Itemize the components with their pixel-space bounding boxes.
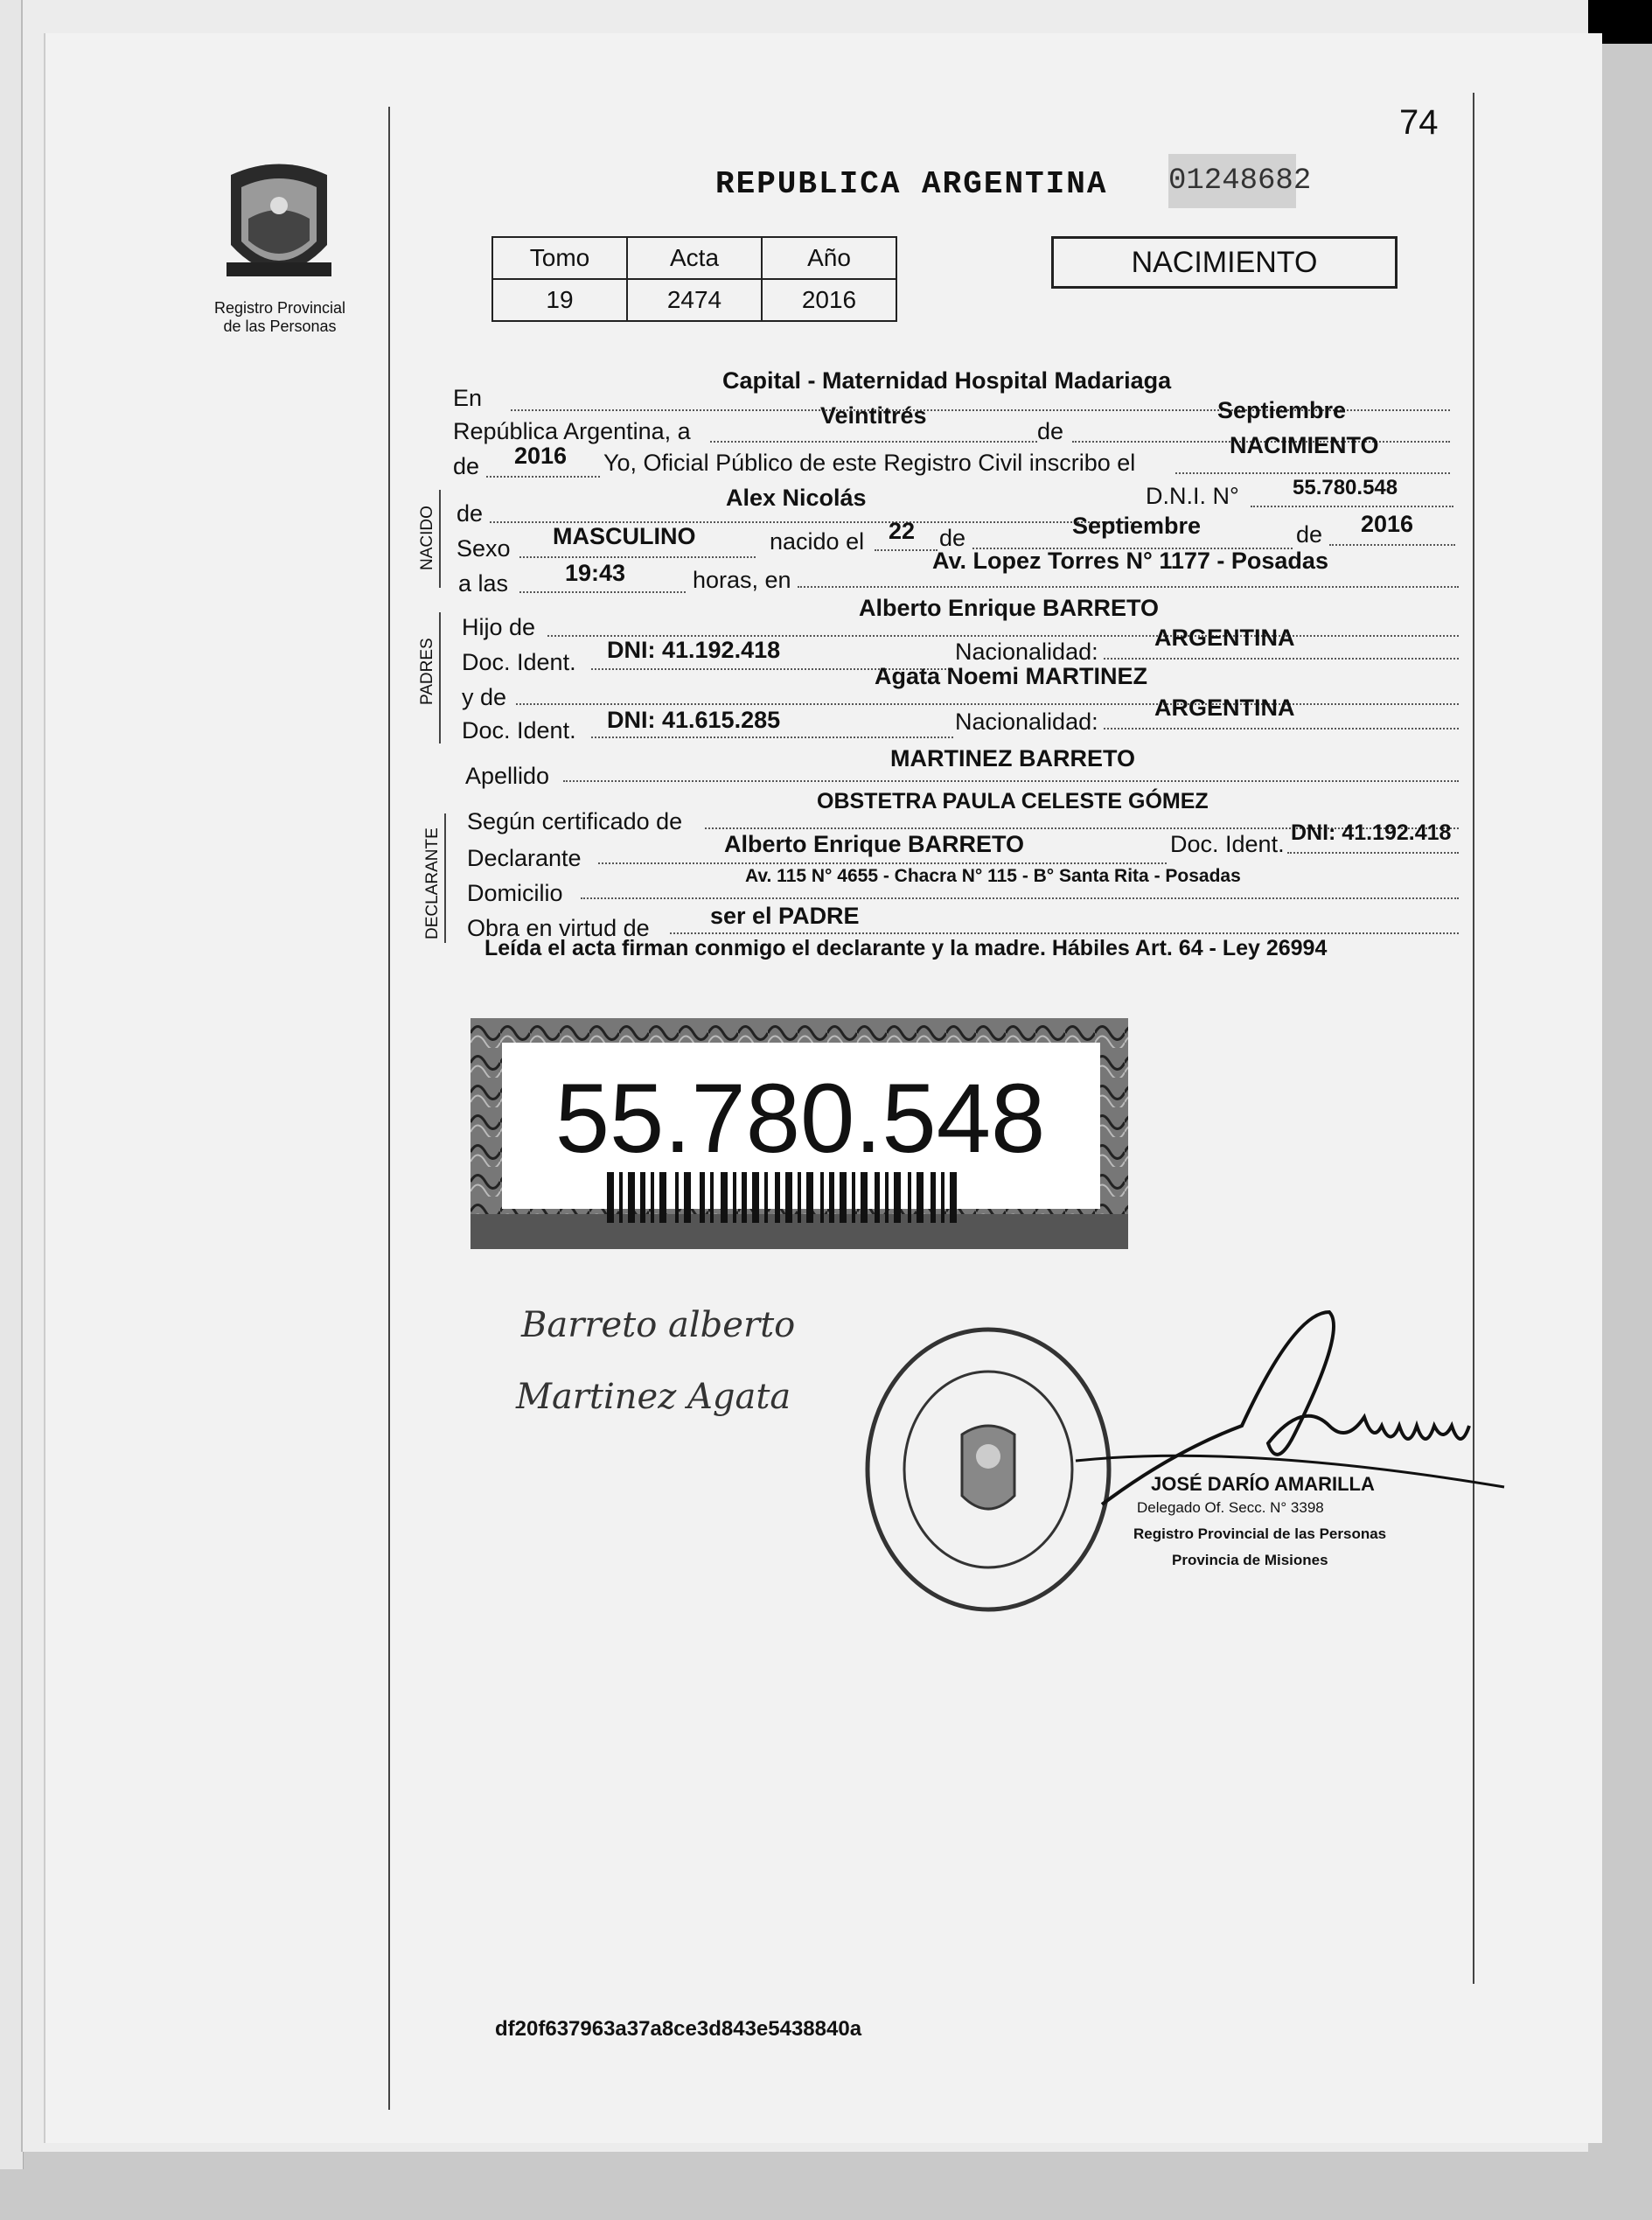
table-header-anio: Año (762, 237, 896, 279)
label-domicilio: Domicilio (467, 880, 563, 906)
label-apellido: Apellido (465, 763, 550, 789)
mother-signature-text: Martinez Agata (516, 1377, 791, 1417)
registry-label (192, 299, 367, 336)
value-dia-nac: 22 (889, 518, 916, 544)
table-header-acta: Acta (627, 237, 762, 279)
record-table-values (492, 279, 896, 321)
label-nacido-el: nacido el (770, 528, 865, 555)
value-nombre: Alex Nicolás (726, 485, 867, 511)
label-sexo: Sexo (457, 535, 511, 562)
value-mes-nac: Septiembre (1072, 513, 1202, 539)
value-lugar: Capital - Maternidad Hospital Madariaga (722, 367, 1172, 394)
value-dia-texto: Veintitrés (820, 402, 927, 429)
label-hijo-de: Hijo de (462, 614, 536, 640)
label-republica: República Argentina, a (453, 418, 691, 444)
dotted-line (598, 862, 1167, 864)
dotted-line (710, 441, 1037, 443)
value-madre: Agata Noemi MARTINEZ (875, 663, 1148, 689)
value-dni: 55.780.548 (1293, 476, 1398, 499)
registry-label-line1: Registro Provincial (213, 299, 346, 317)
left-margin-rule (388, 107, 390, 2110)
value-padre-nac: ARGENTINA (1154, 625, 1295, 651)
official-title: Delegado Of. Secc. N° 3398 (1137, 1499, 1324, 1516)
table-value-acta: 2474 (627, 279, 762, 321)
dotted-line (1329, 544, 1455, 546)
label-segun-certificado: Según certificado de (467, 808, 683, 834)
province-seal-icon (213, 157, 345, 297)
dotted-line (1175, 472, 1450, 474)
section-label-nacido: NACIDO (418, 506, 436, 570)
document-title: REPUBLICA ARGENTINA (715, 166, 1108, 202)
right-margin-rule (1473, 93, 1474, 1984)
section-label-padres: PADRES (418, 638, 436, 705)
label-dni: D.N.I. N° (1146, 483, 1239, 509)
section-label-declarante: DECLARANTE (423, 827, 442, 939)
value-hora: 19:43 (565, 560, 626, 586)
value-sexo: MASCULINO (553, 523, 696, 549)
label-de-dia: de (939, 525, 966, 551)
label-declarante: Declarante (467, 845, 582, 871)
declarante-bracket (444, 813, 446, 943)
dotted-line (516, 703, 1459, 705)
value-anio-nac: 2016 (1361, 511, 1414, 537)
record-table (491, 236, 897, 322)
record-type-box: NACIMIENTO (1051, 236, 1398, 289)
value-mes: Septiembre (1217, 397, 1347, 423)
legal-text: Leída el acta firman conmigo el declarante y la madre. Hábiles Art. 64 - Ley 26994 (484, 936, 1328, 960)
dni-sticker-number: 55.780.548 (554, 1064, 1046, 1173)
dotted-line (1104, 728, 1459, 730)
value-virtud: ser el PADRE (710, 903, 860, 929)
official-name: JOSÉ DARÍO AMARILLA (1151, 1473, 1375, 1495)
label-de-anio: de (453, 453, 480, 479)
label-obra-en-virtud: Obra en virtud de (467, 915, 650, 941)
official-province: Provincia de Misiones (1172, 1552, 1328, 1568)
label-inscribo: Yo, Oficial Público de este Registro Civil inscribo el (603, 450, 1136, 476)
declarant-signature-text: Barreto alberto (521, 1305, 796, 1345)
dotted-line (563, 780, 1459, 782)
value-madre-doc: DNI: 41.615.285 (607, 707, 781, 733)
label-doc-ident-declarante: Doc. Ident. (1170, 831, 1285, 857)
label-nacionalidad-padre: Nacionalidad: (955, 639, 1098, 665)
padres-bracket (439, 612, 441, 743)
dotted-line (486, 476, 600, 478)
value-lugar-nac: Av. Lopez Torres N° 1177 - Posadas (932, 548, 1328, 574)
dotted-line (591, 737, 953, 738)
serial-number: 01248682 (1168, 154, 1296, 208)
table-value-anio: 2016 (762, 279, 896, 321)
value-declarante-doc: DNI: 41.192.418 (1291, 820, 1452, 845)
label-a-las: a las (458, 570, 509, 597)
page-number: 74 (1399, 103, 1439, 142)
adjacent-page-edge (0, 0, 24, 2169)
label-horas-en: horas, en (693, 567, 791, 593)
table-value-tomo: 19 (492, 279, 627, 321)
value-apellido: MARTINEZ BARRETO (890, 745, 1135, 771)
label-de-anio2: de (1296, 521, 1323, 548)
mother-signature (516, 1377, 791, 1417)
label-y-de: y de (462, 684, 507, 710)
declarant-signature (521, 1305, 795, 1345)
value-certificado: OBSTETRA PAULA CELESTE GÓMEZ (817, 789, 1209, 813)
label-nacionalidad-madre: Nacionalidad: (955, 709, 1098, 735)
value-acto: NACIMIENTO (1230, 432, 1379, 458)
label-de-nombre: de (457, 500, 484, 527)
dotted-line (519, 556, 756, 558)
dotted-line (798, 586, 1459, 588)
dotted-line (875, 549, 938, 551)
value-padre-doc: DNI: 41.192.418 (607, 637, 781, 663)
record-table-header (492, 237, 896, 279)
table-header-tomo: Tomo (492, 237, 627, 279)
label-de-mes: de (1037, 418, 1064, 444)
label-en: En (453, 385, 483, 411)
value-domicilio: Av. 115 N° 4655 - Chacra N° 115 - B° Santa Rita - Posadas (745, 866, 1241, 886)
value-padre: Alberto Enrique BARRETO (859, 595, 1160, 621)
dotted-line (1287, 852, 1459, 854)
label-doc-ident-madre: Doc. Ident. (462, 717, 576, 743)
dotted-line (1104, 658, 1459, 660)
value-madre-nac: ARGENTINA (1154, 695, 1295, 721)
label-doc-ident-padre: Doc. Ident. (462, 649, 576, 675)
dotted-line (1251, 506, 1453, 507)
official-registry: Registro Provincial de las Personas (1133, 1525, 1387, 1542)
value-declarante: Alberto Enrique BARRETO (724, 831, 1025, 857)
value-anio: 2016 (514, 443, 568, 469)
dotted-line (581, 897, 1459, 899)
nacido-bracket (439, 490, 441, 588)
dotted-line (519, 591, 686, 593)
document-hash: df20f637963a37a8ce3d843e5438840a (495, 2017, 862, 2041)
registry-label-line2: de las Personas (223, 318, 337, 335)
